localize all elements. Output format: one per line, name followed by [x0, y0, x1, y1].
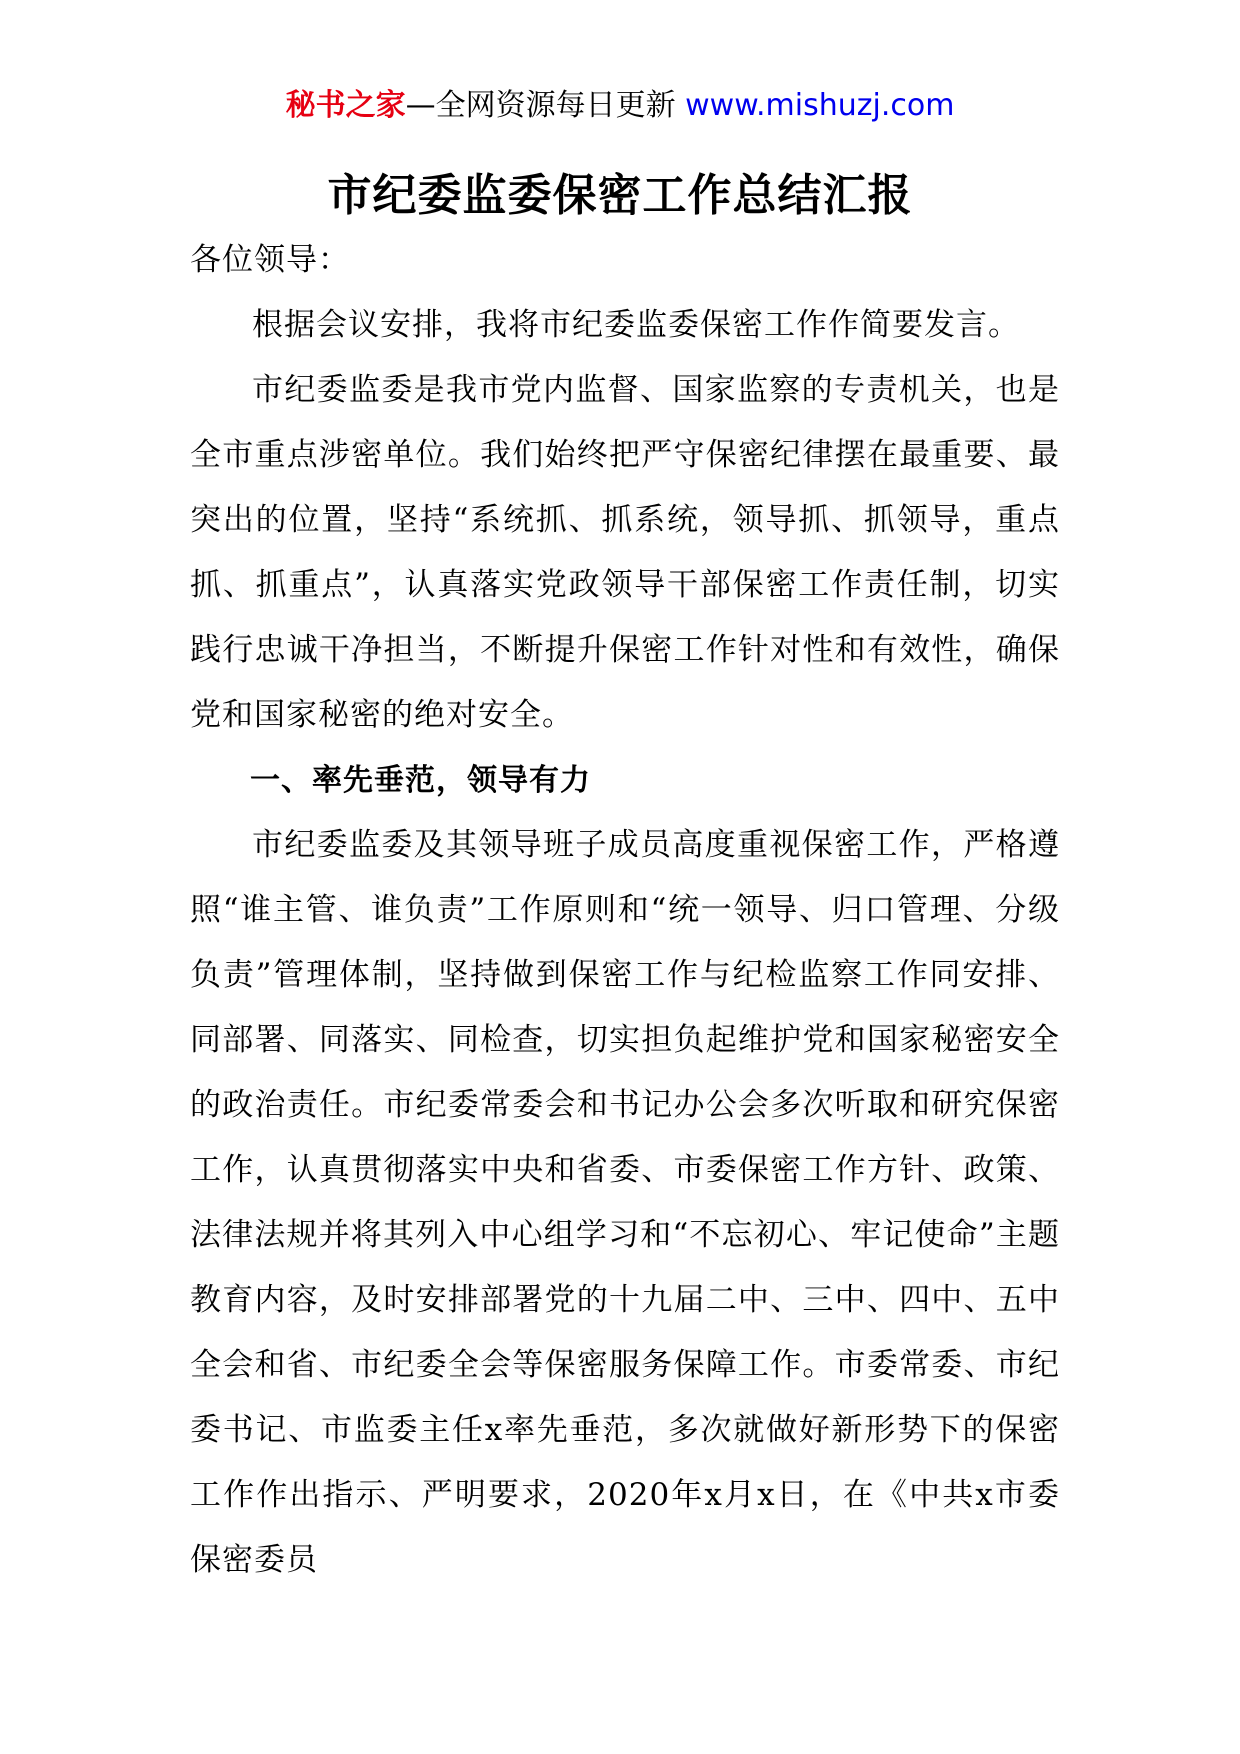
site-url-link[interactable]: www.mishuzj.com — [685, 88, 955, 123]
salutation: 各位领导： — [190, 242, 350, 278]
site-brand: 秘书之家 — [285, 88, 406, 123]
section-heading: 一、率先垂范，领导有力 — [250, 763, 591, 798]
paragraph-section-1: 市纪委监委及其领导班子成员高度重视保密工作，严格遵照“谁主管、谁负责”工作原则和“统一领导、归口管理、分级负责”管理体制，坚持做到保密工作与纪检监察工作同安排、同部署、同落实、同检查，切实担负起维护党和国家秘密安全的政治责任。市纪委常委会和书记办公会多次听取和研究保密工作，认真贯彻落实中央和省委、市委保密工作方针、政策、法律法规并将其列入中心组学习和“不忘初心、牢记使命”主题教育内容，及时安排部署党的十九届二中、三中、四中、五中全会和省、市纪委全会等保密服务保障工作。市委常委、市纪委书记、市监委主任x率先垂范，多次就做好新形势下的保密工作作出指示、严明要求，2020年x月x日，在《中共x市委保密委员 — [190, 827, 1060, 1578]
site-header — [0, 86, 1240, 126]
document-body — [190, 228, 1060, 1593]
paragraph-overview: 市纪委监委是我市党内监督、国家监察的专责机关，也是全市重点涉密单位。我们始终把严守保密纪律摆在最重要、最突出的位置，坚持“系统抓、抓系统，领导抓、抓领导，重点抓、抓重点”，认真落实党政领导干部保密工作责任制，切实践行忠诚干净担当，不断提升保密工作针对性和有效性，确保党和国家秘密的绝对安全。 — [190, 372, 1060, 733]
document-title: 市纪委监委保密工作总结汇报 — [327, 170, 913, 221]
site-slogan: —全网资源每日更新 — [405, 88, 686, 123]
paragraph-intro: 根据会议安排，我将市纪委监委保密工作作简要发言。 — [252, 307, 1020, 343]
